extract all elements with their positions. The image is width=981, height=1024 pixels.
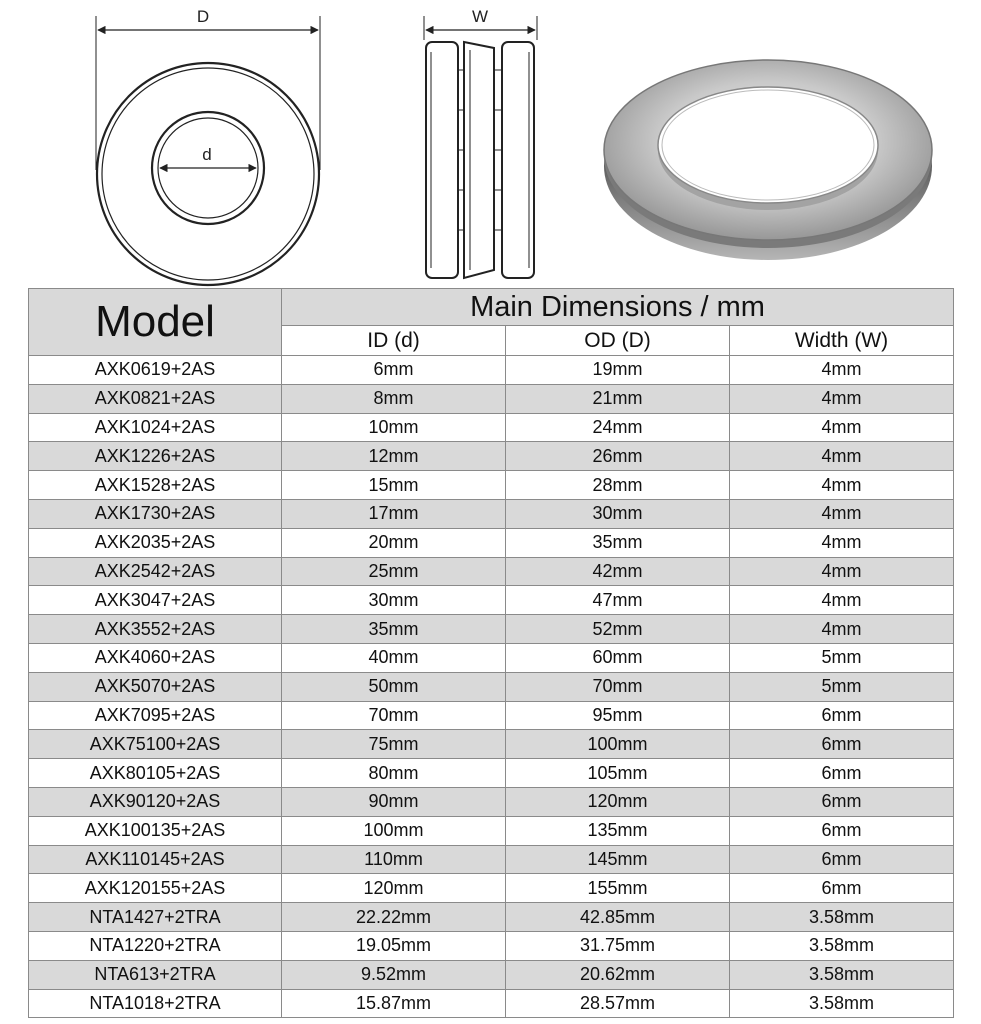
table-row (29, 730, 954, 759)
width-cell: 4mm (730, 384, 954, 413)
od-cell: 28mm (506, 471, 730, 500)
model-cell: AXK120155+2AS (29, 874, 282, 903)
od-cell: 19mm (506, 356, 730, 385)
width-cell: 3.58mm (730, 960, 954, 989)
od-cell: 42mm (506, 557, 730, 586)
model-cell: AXK80105+2AS (29, 759, 282, 788)
model-cell: AXK4060+2AS (29, 643, 282, 672)
id-cell: 50mm (282, 672, 506, 701)
width-cell: 6mm (730, 787, 954, 816)
od-cell: 20.62mm (506, 960, 730, 989)
od-cell: 28.57mm (506, 989, 730, 1018)
table-row (29, 960, 954, 989)
od-cell: 21mm (506, 384, 730, 413)
model-cell: AXK1528+2AS (29, 471, 282, 500)
od-cell: 47mm (506, 586, 730, 615)
table-row (29, 874, 954, 903)
width-cell: 3.58mm (730, 989, 954, 1018)
model-cell: NTA613+2TRA (29, 960, 282, 989)
od-cell: 30mm (506, 499, 730, 528)
dimensions-table (28, 288, 954, 1018)
table-row (29, 528, 954, 557)
id-cell: 100mm (282, 816, 506, 845)
width-cell: 4mm (730, 356, 954, 385)
id-cell: 19.05mm (282, 931, 506, 960)
od-cell: 70mm (506, 672, 730, 701)
width-cell: 4mm (730, 413, 954, 442)
table-row (29, 499, 954, 528)
id-cell: 17mm (282, 499, 506, 528)
table-row (29, 442, 954, 471)
id-cell: 15mm (282, 471, 506, 500)
od-cell: 42.85mm (506, 903, 730, 932)
model-cell: AXK3047+2AS (29, 586, 282, 615)
table-row (29, 643, 954, 672)
model-cell: AXK2035+2AS (29, 528, 282, 557)
od-cell: 145mm (506, 845, 730, 874)
width-cell: 5mm (730, 672, 954, 701)
model-cell: AXK110145+2AS (29, 845, 282, 874)
model-header: Model (29, 289, 282, 356)
id-cell: 8mm (282, 384, 506, 413)
table-row (29, 816, 954, 845)
id-cell: 15.87mm (282, 989, 506, 1018)
id-cell: 70mm (282, 701, 506, 730)
od-cell: 100mm (506, 730, 730, 759)
id-cell: 22.22mm (282, 903, 506, 932)
thrust-bearing-photo-icon (604, 60, 932, 260)
model-cell: AXK1730+2AS (29, 499, 282, 528)
model-cell: NTA1018+2TRA (29, 989, 282, 1018)
model-cell: AXK1024+2AS (29, 413, 282, 442)
od-cell: 26mm (506, 442, 730, 471)
width-cell: 4mm (730, 499, 954, 528)
model-cell: NTA1220+2TRA (29, 931, 282, 960)
width-cell: 4mm (730, 471, 954, 500)
id-cell: 25mm (282, 557, 506, 586)
model-cell: NTA1427+2TRA (29, 903, 282, 932)
inner-diameter-label: d (202, 145, 212, 164)
od-cell: 105mm (506, 759, 730, 788)
table-row (29, 759, 954, 788)
model-cell: AXK0821+2AS (29, 384, 282, 413)
id-cell: 12mm (282, 442, 506, 471)
od-cell: 60mm (506, 643, 730, 672)
id-column-header: ID (d) (282, 326, 506, 356)
width-cell: 5mm (730, 643, 954, 672)
model-cell: AXK7095+2AS (29, 701, 282, 730)
table-row (29, 413, 954, 442)
width-cell: 6mm (730, 701, 954, 730)
width-cell: 6mm (730, 759, 954, 788)
width-cell: 6mm (730, 874, 954, 903)
width-cell: 3.58mm (730, 903, 954, 932)
id-cell: 110mm (282, 845, 506, 874)
bearing-drawings (0, 0, 981, 288)
width-cell: 4mm (730, 528, 954, 557)
width-cell: 6mm (730, 845, 954, 874)
table-row (29, 471, 954, 500)
model-cell: AXK3552+2AS (29, 615, 282, 644)
width-label: W (471, 7, 489, 26)
od-cell: 35mm (506, 528, 730, 557)
table-row (29, 615, 954, 644)
model-cell: AXK100135+2AS (29, 816, 282, 845)
od-cell: 135mm (506, 816, 730, 845)
table-row (29, 586, 954, 615)
table-row (29, 989, 954, 1018)
width-cell: 4mm (730, 615, 954, 644)
od-cell: 95mm (506, 701, 730, 730)
id-cell: 20mm (282, 528, 506, 557)
table-row (29, 845, 954, 874)
od-column-header: OD (D) (506, 326, 730, 356)
side-view-drawing (424, 7, 537, 278)
od-cell: 120mm (506, 787, 730, 816)
id-cell: 9.52mm (282, 960, 506, 989)
main-dimensions-header: Main Dimensions / mm (282, 289, 954, 326)
od-cell: 31.75mm (506, 931, 730, 960)
product-figure (0, 0, 981, 288)
table-row (29, 787, 954, 816)
id-cell: 80mm (282, 759, 506, 788)
id-cell: 6mm (282, 356, 506, 385)
width-cell: 4mm (730, 586, 954, 615)
table-row (29, 903, 954, 932)
table-row (29, 931, 954, 960)
table-row (29, 557, 954, 586)
id-cell: 90mm (282, 787, 506, 816)
width-cell: 6mm (730, 816, 954, 845)
od-cell: 52mm (506, 615, 730, 644)
model-cell: AXK5070+2AS (29, 672, 282, 701)
model-cell: AXK1226+2AS (29, 442, 282, 471)
id-cell: 120mm (282, 874, 506, 903)
od-cell: 24mm (506, 413, 730, 442)
id-cell: 10mm (282, 413, 506, 442)
id-cell: 35mm (282, 615, 506, 644)
od-cell: 155mm (506, 874, 730, 903)
width-cell: 3.58mm (730, 931, 954, 960)
width-column-header: Width (W) (730, 326, 954, 356)
table-row (29, 356, 954, 385)
table-body (29, 356, 954, 1018)
width-cell: 4mm (730, 442, 954, 471)
model-cell: AXK90120+2AS (29, 787, 282, 816)
table-row (29, 701, 954, 730)
front-view-drawing (96, 7, 320, 285)
id-cell: 40mm (282, 643, 506, 672)
table-row (29, 672, 954, 701)
width-cell: 4mm (730, 557, 954, 586)
model-cell: AXK0619+2AS (29, 356, 282, 385)
outer-diameter-label: D (196, 7, 210, 26)
id-cell: 30mm (282, 586, 506, 615)
model-cell: AXK2542+2AS (29, 557, 282, 586)
table-row (29, 384, 954, 413)
id-cell: 75mm (282, 730, 506, 759)
model-cell: AXK75100+2AS (29, 730, 282, 759)
width-cell: 6mm (730, 730, 954, 759)
